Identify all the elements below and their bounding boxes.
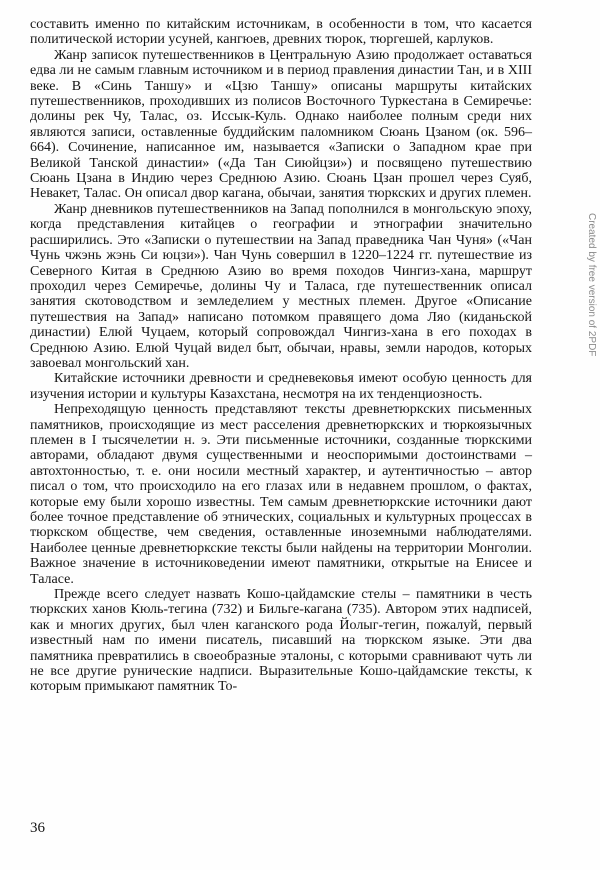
paragraph: Прежде всего следует назвать Кошо-цайдамские стелы – памятники в честь тюркских ханов Кюль-тегина (732) и Бильге-кагана (735). Автором этих надписей, как и многих других, был член каганского рода Йолыг-тегин, пожалуй, первый известный нам по имени писатель, писавший на тюркском языке. Эти два памятника превратились в своеобразные эталоны, с которыми сравнивают чуть ли не все другие рунические надписи. Выразительные Кошо-цайдамские тексты, к которым примыкают памятник То-: [30, 587, 532, 695]
paragraph: Жанр дневников путешественников на Запад пополнился в монгольскую эпоху, когда представления китайцев о географии и этнографии значительно расширились. Это «Записки о путешествии на Запад праведника Чан Чуня» («Чан Чунь чжэнь жэнь Си юцзи»). Чан Чунь совершил в 1220–1224 гг. путешествие из Северного Китая в Среднюю Азию во время походов Чингиз-хана, маршрут проходил через Семиречье, долины Чу и Таласа, где путешественник описал занятия скотоводством и земледелием у местных племен. Другое «Описание путешествия на Запад» написано потомком правящего дома Ляо (киданьской династии) Елюй Чуцаем, который сопровождал Чингиз-хана в его походах в Среднюю Азию. Елюй Чуцай видел быт, обычаи, нравы, земли народов, которых завоевал монгольский хан.: [30, 201, 532, 371]
paragraph: Непреходящую ценность представляют тексты древнетюркских письменных памятников, происходящие из мест расселения древнетюркских и тюркоязычных племен в I тысячелетии н. э. Эти письменные источники, созданные тюркскими авторами, обладают двумя существенными и неоспоримыми достоинствами – автохтонностью, т. е. они носили местный характер, и аутентичностью – автор писал о том, что происходило на его глазах или в недавнем прошлом, о фактах, которые ему были хорошо известны. Тем самым древнетюркские источники дают более точное представление об этнических, социальных и культурных процессах в тюркском обществе, чем сведения, оставленные иноземными наблюдателями. Наиболее ценные древнетюркские тексты были найдены на территории Монголии. Важное значение в источниковедении имеют памятники, открытые на Енисее и Таласе.: [30, 402, 532, 587]
paragraph: Китайские источники древности и средневековья имеют особую ценность для изучения истории и культуры Казахстана, несмотря на их тенденциозность.: [30, 371, 532, 402]
page-text: [30, 17, 532, 695]
paragraph: Жанр записок путешественников в Центральную Азию продолжает оставаться едва ли не самым главным источником и в период правления династии Тан, и в XIII веке. В «Синь Таншу» и «Цзю Таншу» описаны маршруты китайских путешественников, проходивших из полисов Восточного Туркестана в Семиречье: долины рек Чу, Талас, оз. Иссык-Куль. Однако наиболее полным среди них являются записи, оставленные буддийским паломником Сюань Цзаном (ок. 596–664). Сочинение, написанное им, называется «Записки о Западном крае при Великой Танской династии» («Да Тан Сиюйцзи») и посвящено путешествию Сюань Цзана в Индию через Среднюю Азию. Сюань Цзан прошел через Суяб, Невакет, Талас. Он описал двор кагана, обычаи, занятия тюркских и других племен.: [30, 47, 532, 202]
paragraph: составить именно по китайским источникам, в особенности в том, что касается политической истории усуней, кангюев, древних тюрок, тюргешей, карлуков.: [30, 17, 532, 48]
watermark-text: Created by free version of 2PDF: [586, 213, 597, 357]
page-number: 36: [30, 820, 45, 836]
